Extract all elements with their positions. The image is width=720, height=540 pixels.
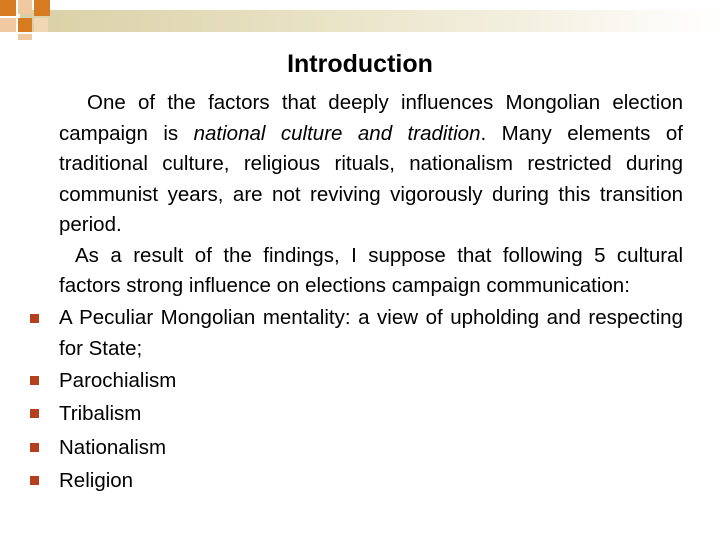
- decor-square: [18, 0, 32, 14]
- intro-text-after: . Many elements of traditional culture, religious rituals, nationalism restricted during communist years, are not reviving vigorously during this transition period.: [59, 121, 683, 236]
- decor-square: [34, 0, 50, 16]
- square-bullet-icon: [30, 476, 39, 485]
- list-item-text: Nationalism: [59, 435, 167, 459]
- slide-body: [59, 88, 683, 498]
- intro-text-before: One of the factors that deeply influences Mongolian election campaign is: [59, 91, 683, 145]
- decor-square: [18, 18, 32, 32]
- header-gradient-band: [20, 10, 720, 32]
- intro-paragraph: [59, 88, 683, 241]
- findings-paragraph: As a result of the findings, I suppose that following 5 cultural factors strong influence on elections campaign communication:: [59, 243, 683, 297]
- square-bullet-icon: [30, 314, 39, 323]
- list-item: [59, 464, 683, 498]
- list-item: [59, 364, 683, 398]
- list-item-text: Tribalism: [59, 402, 142, 425]
- decor-square: [0, 0, 16, 16]
- list-item-text: Religion: [59, 469, 134, 492]
- decor-square: [34, 18, 48, 32]
- slide-title: [0, 50, 720, 79]
- decor-square: [0, 18, 16, 32]
- cultural-factors-list: [59, 302, 683, 498]
- list-item: [59, 431, 683, 465]
- header-decoration: [0, 0, 720, 40]
- intro-emphasis: national culture and tradition: [193, 121, 481, 145]
- list-item: [59, 302, 683, 364]
- square-bullet-icon: [30, 443, 39, 452]
- list-item-text: A Peculiar Mongolian mentality: a view of upholding and respecting for State;: [59, 305, 683, 360]
- square-bullet-icon: [30, 409, 39, 418]
- decor-square: [18, 34, 32, 40]
- list-item-text: Parochialism: [59, 368, 177, 392]
- slide-title-text: Introduction: [287, 50, 433, 78]
- square-bullet-icon: [30, 376, 39, 385]
- list-item: [59, 397, 683, 431]
